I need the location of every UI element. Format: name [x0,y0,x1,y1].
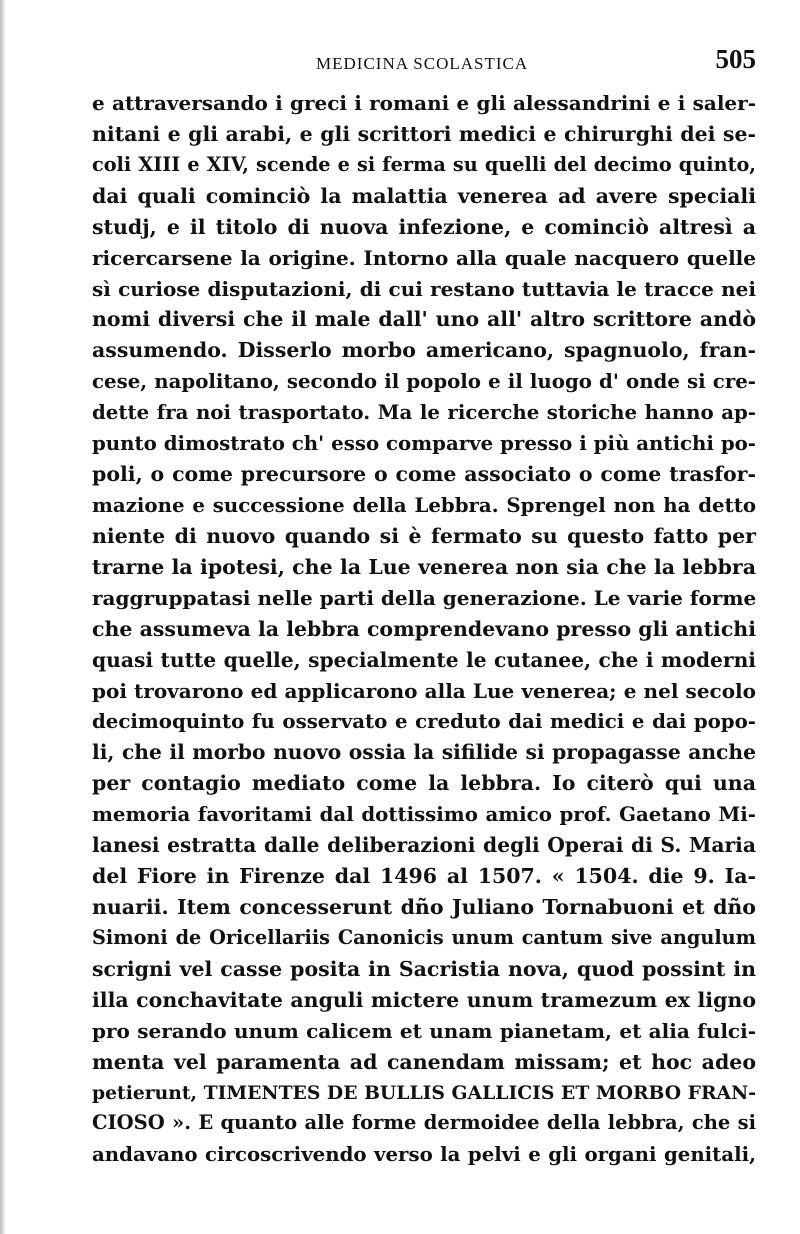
text-line: nuarii. Item concesserunt dño Juliano Tornabuoni et dño [92,894,756,919]
text-line: scrigni vel casse posita in Sacristia nova, quod possint in [92,956,756,981]
running-title: MEDICINA SCOLASTICA [316,54,529,73]
body-text [92,88,756,1170]
text-line: del Fiore in Firenze dal 1496 al 1507. « 1504. die 9. Ia- [92,864,756,889]
text-line: coli XIII e XIV, scende e si ferma su quelli del decimo quinto, [92,152,756,176]
text-line: raggruppatasi nelle parti della generazione. Le varie forme [92,585,757,610]
text-line: assumendo. Disserlo morbo americano, spagnuolo, fran- [92,338,756,363]
text-line: memoria favoritami dal dottissimo amico prof. Gaetano Mi- [92,802,756,827]
text-line: menta vel paramenta ad canendam missam; et hoc adeo [92,1049,756,1074]
text-line: punto dimostrato ch' esso comparve presso i più antichi po- [92,431,756,456]
text-line: nomi diversi che il male dall' uno all' altro scrittore andò [92,307,756,332]
text-line: per contagio mediato come la lebbra. Io citerò qui una [92,771,756,796]
text-line: nitani e gli arabi, e gli scrittori medici e chirurghi dei se- [92,121,756,146]
text-line: trarne la ipotesi, che la Lue venerea non sia che la lebbra [92,554,756,579]
page-header [94,44,756,84]
text-line: pro serando unum calicem et unam pianetam, et alia fulci- [92,1018,756,1043]
text-line: illa conchavitate anguli mictere unum tramezum ex ligno [92,987,756,1012]
text-line: mazione e successione della Lebbra. Sprengel non ha detto [92,492,756,517]
text-line: andavano circoscrivendo verso la pelvi e gli organi genitali, [92,1142,756,1167]
text-line: li, che il morbo nuovo ossia la sifilide si propagasse anche [92,740,756,765]
text-line: dai quali cominciò la malattia venerea ad avere speciali [92,183,756,208]
text-line: petierunt, TIMENTES DE BULLIS GALLICIS ET MORBO FRAN- [92,1081,756,1104]
text-line: quasi tutte quelle, specialmente le cutanee, che i moderni [92,647,756,672]
text-line: decimoquinto fu osservato e creduto dai medici e dai popo- [92,709,756,734]
text-line: che assumeva la lebbra comprendevano presso gli antichi [92,616,756,641]
page-edge [0,0,6,1234]
text-line: poli, o come precursore o come associato o come trasfor- [92,462,756,487]
page-number: 505 [715,44,756,74]
text-line: sì curiose disputazioni, di cui restano tuttavia le tracce nei [92,276,756,301]
text-line: Simoni de Oricellariis Canonicis unum cantum sive angulum [92,925,756,949]
text-line: dette fra noi trasportato. Ma le ricerche storiche hanno ap- [92,400,756,425]
text-line: lanesi estratta dalle deliberazioni degli Operai di S. Maria [92,833,756,858]
text-line: e attraversando i greci i romani e gli alessandrini e i saler- [92,91,756,115]
text-line: niente di nuovo quando si è fermato su questo fatto per [92,523,756,548]
text-line: studj, e il titolo di nuova infezione, e cominciò altresì a [92,214,756,239]
text-line: poi trovarono ed applicarono alla Lue venerea; e nel secolo [92,678,756,703]
text-line: CIOSO ». E quanto alle forme dermoidee della lebbra, che si [92,1111,756,1135]
text-line: ricercarsene la origine. Intorno alla quale nacquero quelle [92,245,756,270]
text-line: cese, napolitano, secondo il popolo e il luogo d' onde si cre- [92,369,756,394]
